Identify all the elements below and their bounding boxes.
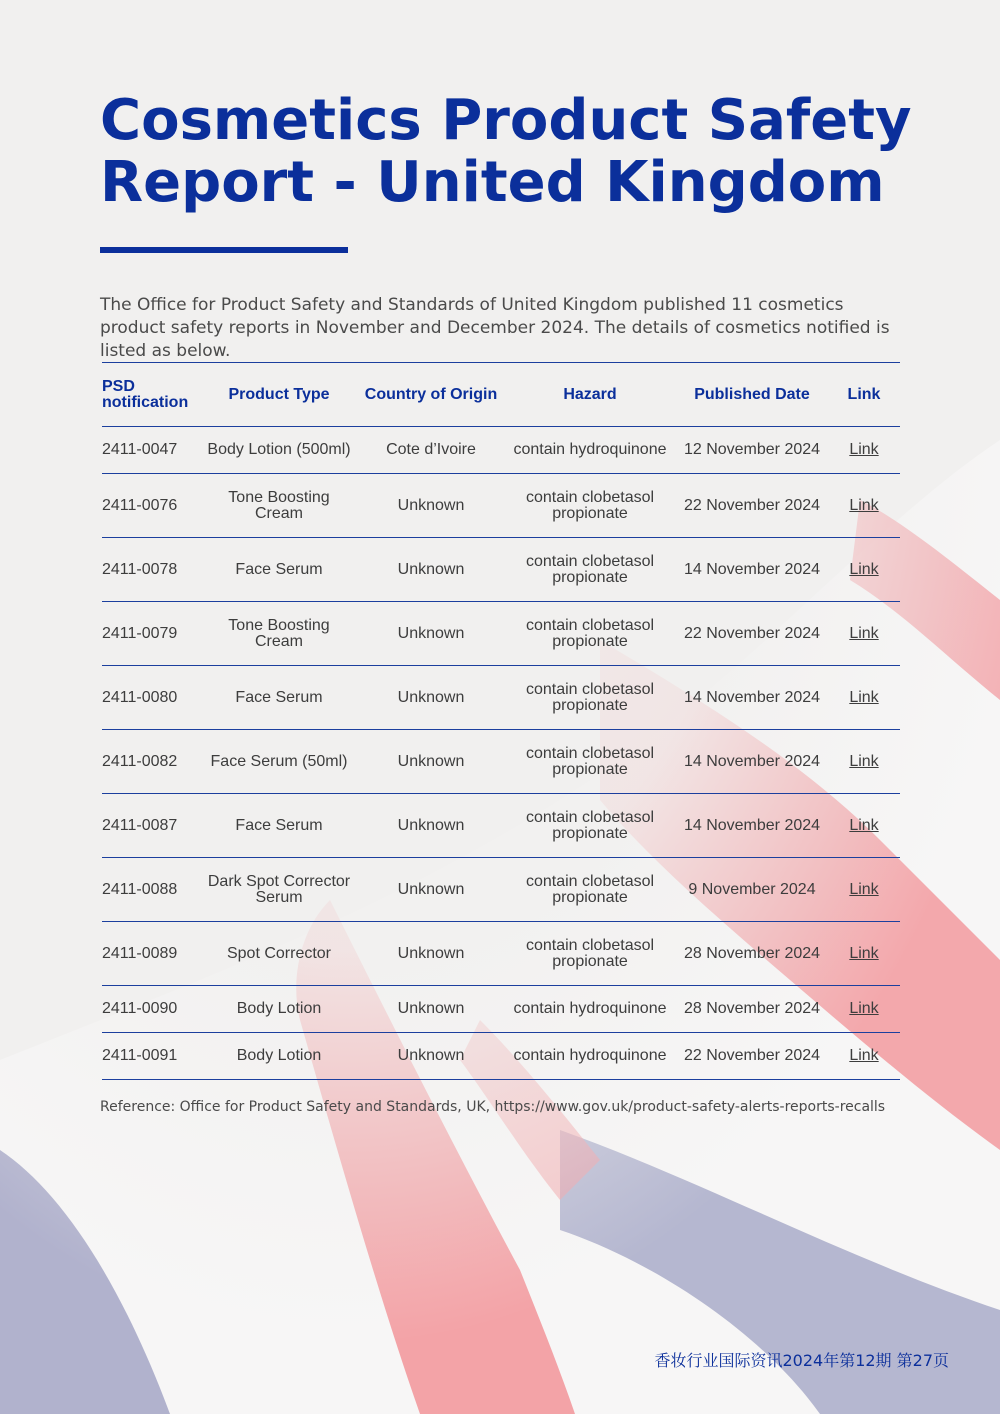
report-link[interactable]: Link [849,1047,879,1064]
page-footer: 香妆行业国际资讯2024年第12期 第27页 [654,1351,949,1370]
product-type-cell: Face Serum (50ml) [200,730,358,794]
hazard-cell: contain clobetasol propionate [504,602,676,666]
hazard-cell: contain hydroquinone [504,1033,676,1080]
hazard-cell: contain clobetasol propionate [504,730,676,794]
page-title: Cosmetics Product Safety Report - United Kingdom [100,88,912,215]
date-cell: 9 November 2024 [676,858,828,922]
report-link[interactable]: Link [849,688,879,706]
product-type-cell: Body Lotion (500ml) [200,427,358,474]
date-cell: 22 November 2024 [676,1033,828,1080]
psd-cell: 2411-0089 [102,922,200,986]
link-cell [828,986,900,1033]
report-link[interactable]: Link [849,944,879,962]
table-row [102,730,900,794]
date-cell: 28 November 2024 [676,986,828,1033]
date-cell: 28 November 2024 [676,922,828,986]
reference-note: Reference: Office for Product Safety and Standards, UK, https://www.gov.uk/product-safety-alerts-reports-recalls [100,1099,886,1115]
table-row [102,1033,900,1080]
country-cell: Unknown [358,858,504,922]
link-cell [828,474,900,538]
product-type-cell: Face Serum [200,666,358,730]
psd-cell: 2411-0082 [102,730,200,794]
header-product-type: Product Type [200,363,358,427]
country-cell: Unknown [358,922,504,986]
link-cell [828,794,900,858]
report-link[interactable]: Link [849,441,879,458]
hazard-cell: contain clobetasol propionate [504,922,676,986]
intro-paragraph: The Office for Product Safety and Standards of United Kingdom published 11 cosmetics product safety reports in November and December 2024. The details of cosmetics notified is listed as below. [100,295,890,361]
country-cell: Unknown [358,666,504,730]
table-row [102,666,900,730]
date-cell: 14 November 2024 [676,538,828,602]
product-type-cell: Face Serum [200,538,358,602]
hazard-cell: contain clobetasol propionate [504,858,676,922]
title-underline [100,247,348,253]
hazard-cell: contain clobetasol propionate [504,538,676,602]
psd-cell: 2411-0079 [102,602,200,666]
header-date: Published Date [676,363,828,427]
date-cell: 12 November 2024 [676,427,828,474]
date-cell: 22 November 2024 [676,602,828,666]
psd-cell: 2411-0090 [102,986,200,1033]
product-type-cell: Face Serum [200,794,358,858]
report-link[interactable]: Link [849,560,879,578]
report-link[interactable]: Link [849,496,879,514]
hazard-cell: contain clobetasol propionate [504,474,676,538]
date-cell: 22 November 2024 [676,474,828,538]
hazard-cell: contain clobetasol propionate [504,666,676,730]
link-cell [828,666,900,730]
country-cell: Unknown [358,474,504,538]
table-row [102,922,900,986]
product-type-cell: Body Lotion [200,1033,358,1080]
date-cell: 14 November 2024 [676,794,828,858]
psd-cell: 2411-0080 [102,666,200,730]
country-cell: Unknown [358,794,504,858]
link-cell [828,730,900,794]
table-row [102,986,900,1033]
country-cell: Unknown [358,730,504,794]
country-cell: Unknown [358,538,504,602]
psd-cell: 2411-0076 [102,474,200,538]
report-link[interactable]: Link [849,752,879,770]
table-row [102,427,900,474]
table-row [102,474,900,538]
product-type-cell: Body Lotion [200,986,358,1033]
report-link[interactable]: Link [849,880,879,898]
table-header-row [102,363,900,427]
psd-table [102,362,900,1080]
hazard-cell: contain clobetasol propionate [504,794,676,858]
psd-cell: 2411-0088 [102,858,200,922]
psd-cell: 2411-0047 [102,427,200,474]
table-row [102,858,900,922]
report-link[interactable]: Link [849,816,879,834]
header-country: Country of Origin [358,363,504,427]
product-type-cell: Spot Corrector [200,922,358,986]
header-hazard: Hazard [504,363,676,427]
country-cell: Cote d’Ivoire [358,427,504,474]
hazard-cell: contain hydroquinone [504,986,676,1033]
psd-cell: 2411-0091 [102,1033,200,1080]
link-cell [828,858,900,922]
country-cell: Unknown [358,1033,504,1080]
link-cell [828,427,900,474]
psd-cell: 2411-0078 [102,538,200,602]
table-row [102,538,900,602]
country-cell: Unknown [358,986,504,1033]
product-type-cell: Dark Spot Corrector Serum [200,858,358,922]
report-link[interactable]: Link [849,1000,879,1017]
hazard-cell: contain hydroquinone [504,427,676,474]
link-cell [828,602,900,666]
date-cell: 14 November 2024 [676,666,828,730]
product-type-cell: Tone Boosting Cream [200,602,358,666]
report-link[interactable]: Link [849,624,879,642]
psd-cell: 2411-0087 [102,794,200,858]
link-cell [828,922,900,986]
table-row [102,794,900,858]
link-cell [828,538,900,602]
header-psd: PSD notification [102,363,200,427]
link-cell [828,1033,900,1080]
product-type-cell: Tone Boosting Cream [200,474,358,538]
table-row [102,602,900,666]
header-link: Link [828,363,900,427]
date-cell: 14 November 2024 [676,730,828,794]
country-cell: Unknown [358,602,504,666]
